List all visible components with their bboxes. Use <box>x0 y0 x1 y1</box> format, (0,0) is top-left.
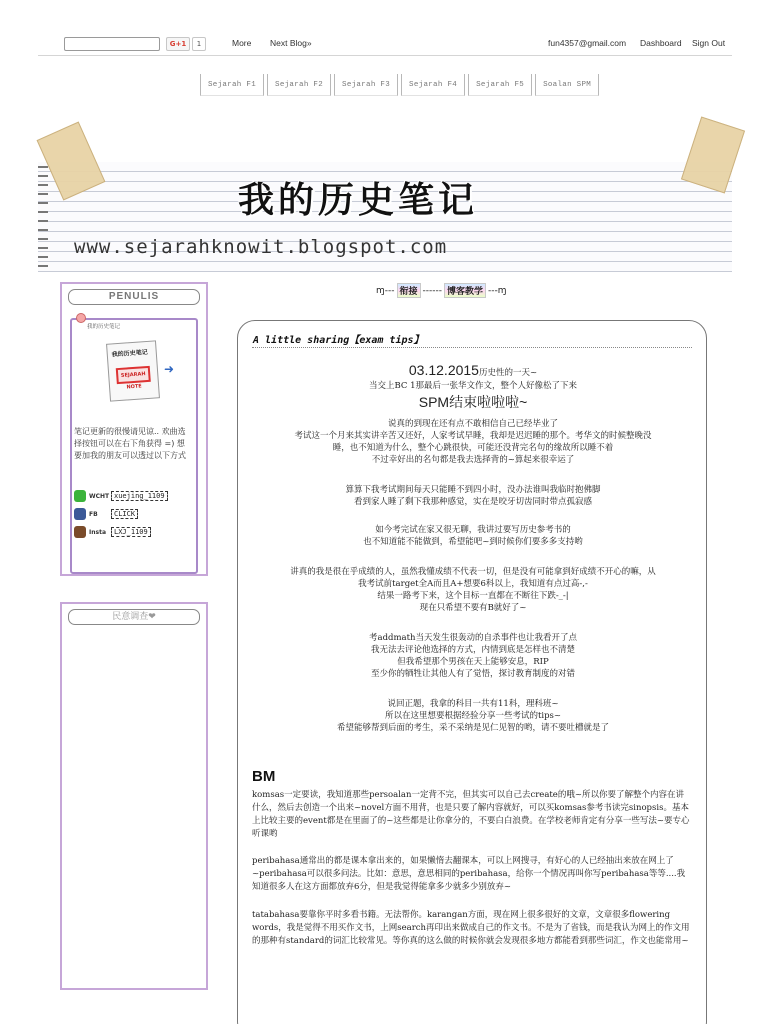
blog-header-banner[interactable] <box>38 162 732 272</box>
instagram-icon <box>74 526 86 538</box>
author-widget-title: PENULIS <box>68 289 200 305</box>
post-line: 考addmath当天发生很轰动的自杀事件也让我看开了点 <box>369 633 577 643</box>
book-stamp: SEJARAH NOTE <box>116 366 151 384</box>
notebook-binding-holes <box>38 162 48 272</box>
profile-label: 我的历史笔记 <box>87 324 121 330</box>
social-name: Insta <box>89 528 106 536</box>
social-name: WCHT <box>89 492 110 500</box>
profile-card <box>70 318 198 574</box>
post-date-suffix: 历史性的一天~ <box>478 368 538 378</box>
facebook-icon <box>74 508 86 520</box>
post-line: 当交上BC 1那最后一张华文作文，整个人好像松了下来 <box>368 381 578 391</box>
search-input[interactable] <box>64 37 160 51</box>
links-prefix: ɱ--- <box>376 285 395 296</box>
post-line: 看到家人睡了剩下我那种感觉，实在是咬牙切齿同时带点孤寂感 <box>353 497 592 507</box>
social-wechat[interactable] <box>74 490 168 502</box>
blogger-navbar <box>38 32 732 56</box>
post-line: 讲真的我是很在乎成绩的人，虽然我懂成绩不代表一切，但是没有可能拿到好成绩不开心的嘛，从 <box>290 567 656 577</box>
section-heading-bm: BM <box>252 768 276 785</box>
user-email: fun4357@gmail.com <box>548 38 627 48</box>
google-plus-button[interactable]: G+1 <box>166 37 190 51</box>
social-handle: CLICK <box>111 509 138 519</box>
post-line: 也不知道能不能做到，希望能吧~到时候你们要多多支持哟 <box>363 537 583 547</box>
book-title: 我的历史笔记 <box>111 348 149 359</box>
tab-sejarah-f5[interactable]: Sejarah F5 <box>468 74 532 96</box>
social-handle: xuejing_1109 <box>111 491 168 501</box>
post-line: 但我希望那个男孩在天上能够安息，RIP <box>397 657 549 667</box>
post-paragraph: tatabahasa要靠你平时多看书籍。无法帮你。karangan方面，现在网上很多很好的文章，文章很多flowering words，我是觉得不用买作文书，上网search再印出来做成自己的作文书。不是为了省钱，而是我认为网上的作文用的那种有standard的词汇比较常见。等你真的这么做的时候你就会发现很多地方都能看到那些词汇，作文也能常用~ <box>252 910 690 946</box>
notebook-image <box>106 340 160 401</box>
post-line: 考试这一个月来其实讲辛苦又还好，人家考试早睡，我却是迟迟睡的那个。考华文的时候整晚没 <box>294 431 652 441</box>
post-line: 现在只希望不要有B就好了~ <box>419 603 527 613</box>
post-line: 我无法去评论他选择的方式，内情到底是怎样也不清楚 <box>370 645 575 655</box>
tab-sejarah-f1[interactable]: Sejarah F1 <box>200 74 264 96</box>
dashboard-link[interactable]: Dashboard <box>640 38 682 48</box>
plus-one-count: 1 <box>192 37 206 51</box>
tab-sejarah-f2[interactable]: Sejarah F2 <box>267 74 331 96</box>
social-facebook[interactable] <box>74 508 138 520</box>
post-line: 所以在这里想要根据经验分享一些考试的tips~ <box>384 711 562 721</box>
more-link[interactable]: More <box>232 38 252 48</box>
poll-widget <box>60 602 208 990</box>
post-line: 不过幸好出的名句都是我去选择背的~算起来很幸运了 <box>371 455 575 465</box>
post-date-line <box>248 362 698 379</box>
post-line: 我考试前target全A而且A+想要6科以上，我知道有点过高-,- <box>358 579 588 589</box>
tab-sejarah-f3[interactable]: Sejarah F3 <box>334 74 398 96</box>
tab-soalan-spm[interactable]: Soalan SPM <box>535 74 599 96</box>
title-divider <box>252 347 692 348</box>
post-line: 希望能够帮到后面的考生，采不采纳是见仁见智的哟，请不要吐槽就是了 <box>336 723 609 733</box>
post-title[interactable]: A little sharing【exam tips】 <box>253 335 424 346</box>
page-links <box>376 283 507 298</box>
social-handle: LXJ_1109 <box>111 527 151 537</box>
links-suffix: ---ɱ <box>488 285 507 296</box>
link-bridging[interactable]: 衔接 <box>397 283 421 298</box>
blog-title: 我的历史笔记 <box>238 179 479 221</box>
blog-post <box>237 320 707 1024</box>
blog-url: www.sejarahknowit.blogspot.com <box>74 236 448 258</box>
post-line: 说回正题，我拿的科目一共有11科，理科班~ <box>387 699 559 709</box>
post-date: 03.12.2015 <box>408 362 479 378</box>
link-blog-tutorial[interactable]: 博客教学 <box>444 283 486 298</box>
links-separator: ------ <box>422 285 443 296</box>
post-paragraph: peribahasa通常出的都是课本拿出来的，如果懒惰去翻课本，可以上网搜寻，有好心的人已经抽出来放在网上了~peribahasa可以很多问法。比如：意思，意思相同的peribahasa，给你一个情况再叫你写peribahasa等等....我知道很多人在这方面都放弃6分，但是我觉得能拿多少就多少别放弃~ <box>252 856 686 892</box>
post-paragraph: komsas一定要读，我知道那些persoalan一定背不完，但其实可以自己去create的哦~所以你要了解整个内容在讲什么，然后去创造一个出来~novel方面不用背，也是只要了解内容就好，可以买komsas参考书读完sinopsis。基本上比较主要的event都是在里面了的~这些都是让你拿分的，不要白白浪费。在学校老师肯定有分享一些写法~要专心听课哟 <box>252 790 690 839</box>
poll-widget-title: 民意调查❤ <box>68 609 200 625</box>
post-headline: SPM结束啦啦啦~ <box>418 394 528 410</box>
post-line: 如今考完试在家又很无聊，我讲过要写历史参考书的 <box>375 525 571 535</box>
pin-icon <box>76 313 86 323</box>
wechat-icon <box>74 490 86 502</box>
arrow-icon: ➜ <box>164 362 175 376</box>
tape-decoration-right <box>681 117 745 194</box>
tab-sejarah-f4[interactable]: Sejarah F4 <box>401 74 465 96</box>
sign-out-link[interactable]: Sign Out <box>692 38 726 48</box>
profile-description: 笔记更新的很慢请见谅.. 欢曲选择按钮可以在右下角获得 =) 想要加我的朋友可以透过以下方式 <box>74 427 186 460</box>
next-blog-link[interactable]: Next Blog» <box>270 38 312 48</box>
post-line: 至少你的牺牲让其他人有了觉悟，探讨教育制度的对错 <box>370 669 575 679</box>
post-line: 算算下我考试期间每天只能睡不到四小时，没办法谁叫我临时抱佛脚 <box>345 485 601 495</box>
author-widget <box>60 282 208 576</box>
social-instagram[interactable] <box>74 526 151 538</box>
post-line: 说真的到现在还有点不敢相信自己已经毕业了 <box>387 419 558 429</box>
page-tabs <box>200 74 602 96</box>
social-name: FB <box>89 510 98 518</box>
post-line: 睡，也不知道为什么，整个心跳很快，可能还没背完名句的缘故所以睡不着 <box>332 443 614 453</box>
post-line: 结果一路考下来，这个目标一直都在不断往下跌-_-| <box>377 591 569 601</box>
